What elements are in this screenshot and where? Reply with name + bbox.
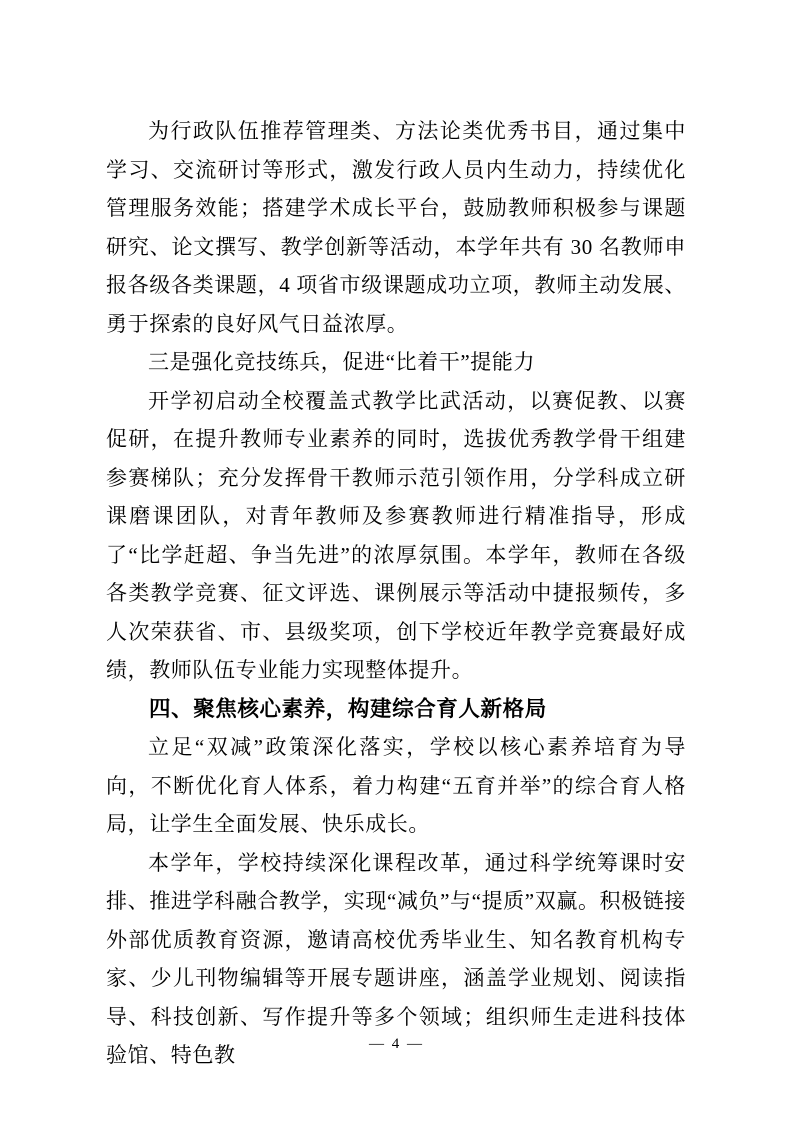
paragraph-teaching-competition: 开学初启动全校覆盖式教学比武活动，以赛促教、以赛促研，在提升教师专业素养的同时，选拔优秀教学骨干组建参赛梯队；充分发挥骨干教师示范引领作用，分学科成立研课磨课团队，对青年教师及参赛教师进行精准指导，形成了“比学赶超、争当先进”的浓厚氛围。本学年，教师在各级各类教学竞赛、征文评选、课例展示等活动中捷报频传，多人次荣获省、市、县级奖项，创下学校近年教学竞赛最好成绩，教师队伍专业能力实现整体提升。 xyxy=(106,388,686,682)
paragraph-recommend-books: 为行政队伍推荐管理类、方法论类优秀书目，通过集中学习、交流研讨等形式，激发行政人员内生动力，持续优化管理服务效能；搭建学术成长平台，鼓励教师积极参与课题研究、论文撰写、教学创新等活动，本学年共有 30 名教师申报各级各类课题，4 项省市级课题成功立项，教师主动发展、勇于探索的良好风气日益浓厚。 xyxy=(106,119,686,336)
section-heading-core-literacy: 四、聚焦核心素养，构建综合育人新格局 xyxy=(149,696,547,721)
content-area xyxy=(106,112,686,1075)
paragraph-double-reduction: 立足“双减”政策深化落实，学校以核心素养培育为导向，不断优化育人体系，着力构建“五育并举”的综合育人格局，让学生全面发展、快乐成长。 xyxy=(106,735,686,836)
page-number: — 4 — xyxy=(369,1036,424,1052)
subheading-competition-training: 三是强化竞技练兵，促进“比着干”提能力 xyxy=(148,350,536,374)
paragraph-curriculum-reform: 本学年，学校持续深化课程改革，通过科学统筹课时安排、推进学科融合教学，实现“减负”与“提质”双赢。积极链接外部优质教育资源，邀请高校优秀毕业生、知名教育机构专家、少儿刊物编辑等开展专题讲座，涵盖学业规划、阅读指导、科技创新、写作提升等多个领域；组织师生走进科技体验馆、特色教 xyxy=(106,850,686,1067)
